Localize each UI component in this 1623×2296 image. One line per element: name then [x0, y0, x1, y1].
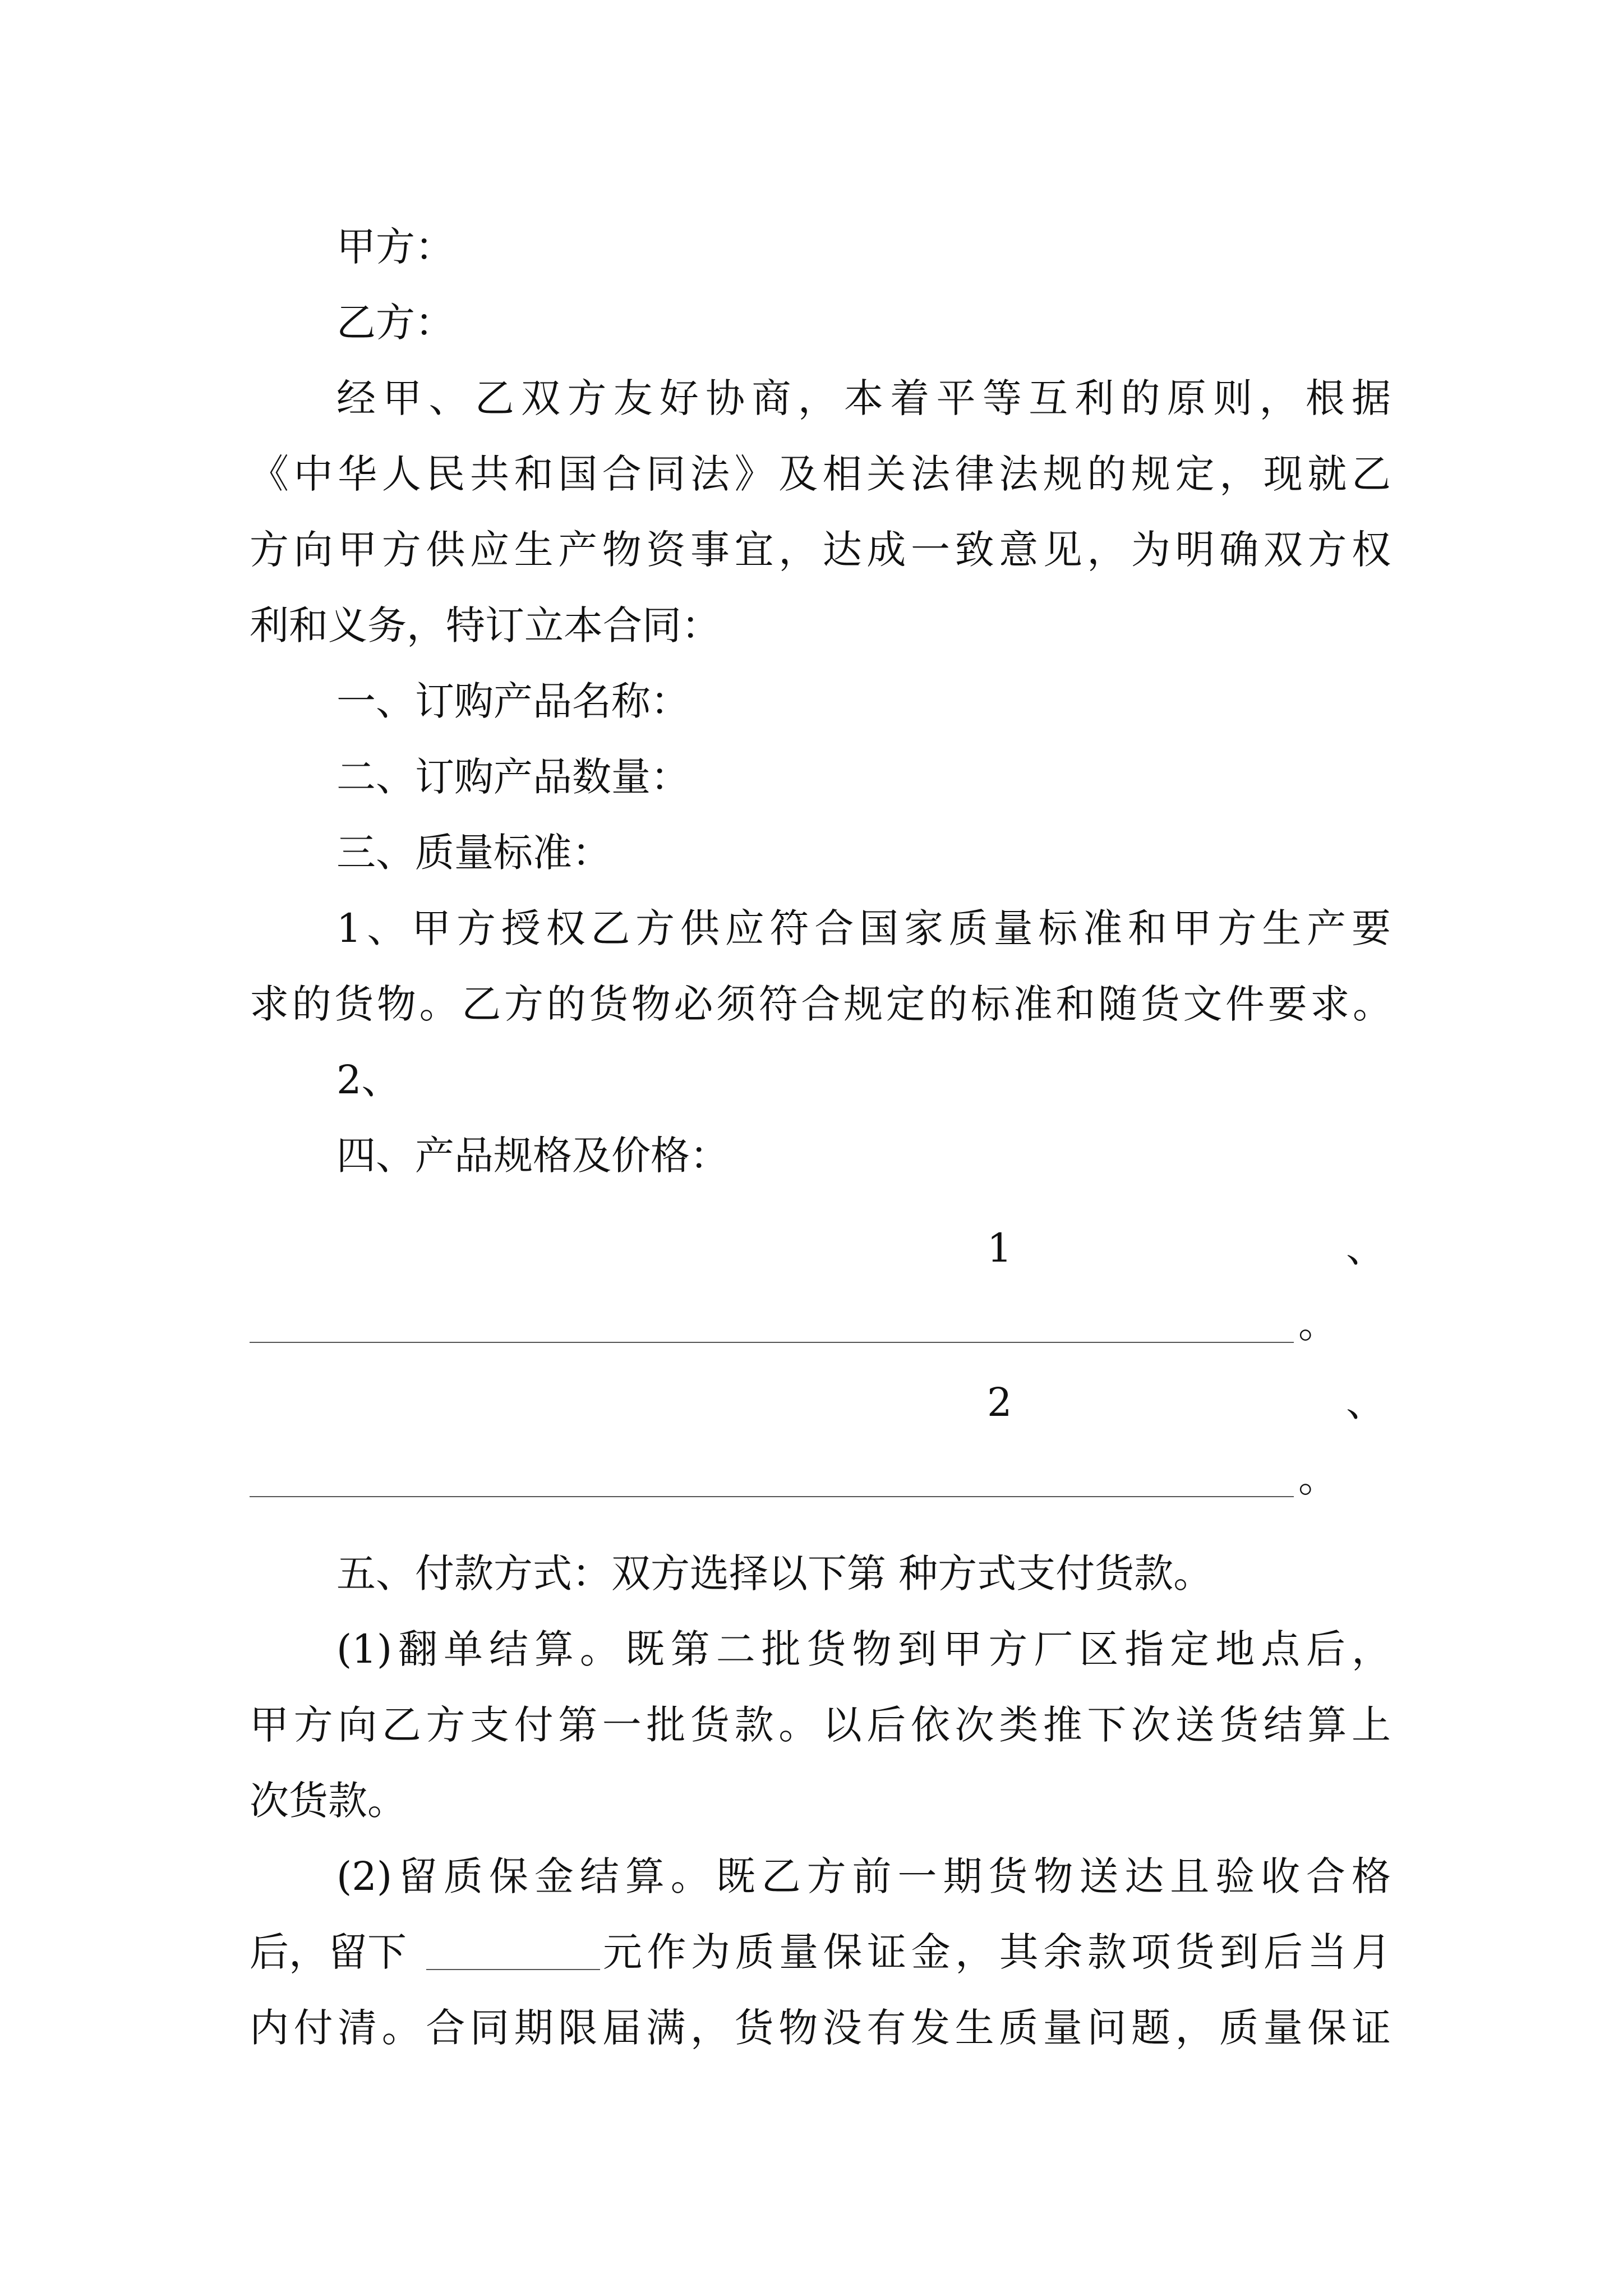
spec-item-1-separator: 、 [1346, 1225, 1385, 1271]
payment-option-1-line-2 [0, 1686, 1623, 1764]
section-1-line [0, 662, 1623, 740]
spec-item-2-line [0, 1363, 1623, 1442]
intro-text-4: 利和义务，特订立本合同： [250, 602, 721, 648]
section-5-heading: 五、付款方式：双方选择以下第 种方式支付货款。 [336, 1550, 1213, 1596]
intro-line-2 [0, 435, 1623, 513]
spec-item-1-number: 1 [987, 1225, 1012, 1271]
intro-text-1: 经甲、乙双方友好协商，本着平等互利的原则，根据 [336, 375, 1391, 421]
spec-item-1-end-line [0, 1285, 1623, 1363]
payment-option-2-text-2a: 后，留下 [250, 1929, 407, 1975]
section-3-line [0, 813, 1623, 892]
spec-item-2-separator: 、 [1346, 1379, 1385, 1425]
spec-item-2-end-line [0, 1439, 1623, 1517]
intro-line-3 [0, 510, 1623, 589]
section-4-line [0, 1116, 1623, 1195]
payment-option-1-text-3: 次货款。 [250, 1778, 407, 1824]
section-2-line [0, 738, 1623, 816]
intro-text-3: 方向甲方供应生产物资事宜，达成一致意见，为明确双方权 [250, 527, 1391, 573]
quality-item-1-line-1 [0, 889, 1623, 968]
spec-item-1-end: 。 [1298, 1301, 1338, 1347]
quality-item-1-text-2: 求的货物。乙方的货物必须符合规定的标准和随货文件要求。 [250, 981, 1391, 1027]
payment-option-2-text-3: 内付清。合同期限届满，货物没有发生质量问题，质量保证 [250, 2005, 1391, 2051]
payment-option-1-line-3 [0, 1761, 1623, 1840]
deposit-amount-blank[interactable] [426, 1969, 600, 1970]
party-b-line [0, 283, 1623, 362]
spec-item-2-end: 。 [1298, 1455, 1338, 1501]
payment-option-1-line-1 [0, 1610, 1623, 1688]
payment-option-1-text-1: (1)翻单结算。既第二批货物到甲方厂区指定地点后， [336, 1626, 1391, 1672]
quality-item-2-text: 2、 [336, 1057, 401, 1103]
party-a-line [0, 208, 1623, 286]
section-4-heading: 四、产品规格及价格： [336, 1133, 729, 1179]
payment-option-2-line-2 [0, 1913, 1623, 1991]
payment-option-1-text-2: 甲方向乙方支付第一批货款。以后依次类推下次送货结算上 [250, 1702, 1391, 1748]
spec-item-1-line [0, 1209, 1623, 1287]
quality-item-2-line [0, 1041, 1623, 1119]
section-3-heading: 三、质量标准： [336, 830, 611, 876]
section-2-heading: 二、订购产品数量： [336, 754, 690, 800]
payment-option-2-line-1 [0, 1837, 1623, 1916]
payment-option-2-text-2b: 元作为质量保证金，其余款项货到后当月 [603, 1929, 1391, 1975]
party-b-label: 乙方： [336, 300, 454, 346]
intro-line-4 [0, 586, 1623, 665]
quality-item-1-line-2 [0, 965, 1623, 1043]
party-a-label: 甲方： [336, 224, 454, 270]
payment-option-2-text-1: (2)留质保金结算。既乙方前一期货物送达且验收合格 [336, 1853, 1391, 1899]
spec-item-2-number: 2 [987, 1379, 1012, 1425]
payment-option-2-line-3 [0, 1989, 1623, 2067]
section-1-heading: 一、订购产品名称： [336, 678, 690, 724]
quality-item-1-text-1: 1、甲方授权乙方供应符合国家质量标准和甲方生产要 [336, 905, 1391, 951]
intro-line-1 [0, 359, 1623, 438]
section-5-line [0, 1534, 1623, 1613]
intro-text-2: 《中华人民共和国合同法》及相关法律法规的规定，现就乙 [250, 451, 1391, 497]
